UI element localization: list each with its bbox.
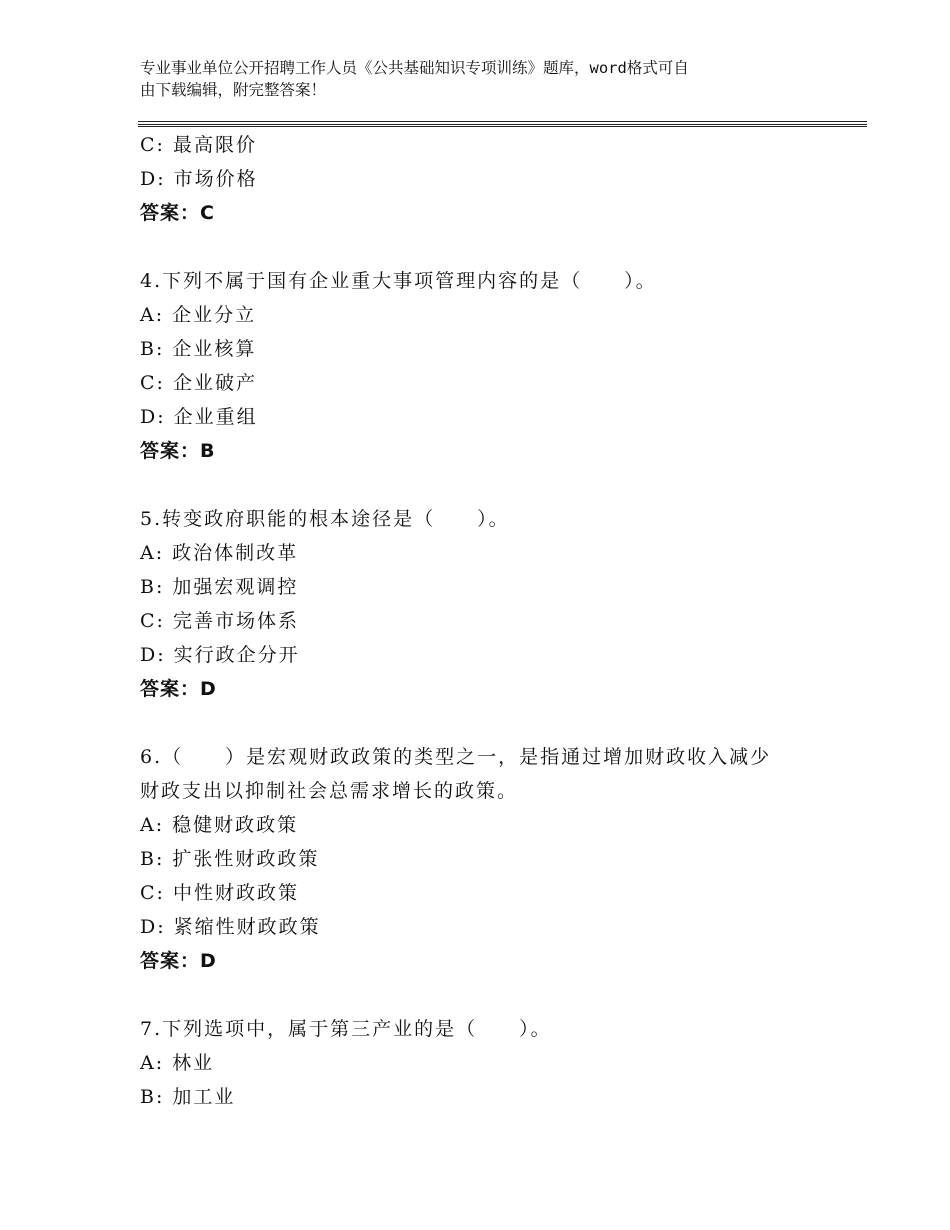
header-divider	[138, 121, 867, 125]
question-4	[140, 264, 840, 468]
question-3-continued	[140, 128, 840, 230]
option-d: D: 企业重组	[140, 406, 258, 428]
option-a: A: 稳健财政政策	[140, 814, 299, 836]
header-line-1: 专业事业单位公开招聘工作人员《公共基础知识专项训练》题库，word格式可自	[140, 59, 689, 77]
option-c: C: 企业破产	[140, 372, 257, 394]
question-list	[140, 128, 840, 1114]
question-stem-line-1: 6.（ ）是宏观财政政策的类型之一，是指通过增加财政收入减少	[140, 746, 772, 768]
option-b: B: 扩张性财政政策	[140, 848, 320, 870]
answer-label: 答案：D	[140, 678, 217, 700]
question-7	[140, 1012, 840, 1114]
option-a: A: 林业	[140, 1052, 215, 1074]
answer-label: 答案：B	[140, 440, 216, 462]
option-a: A: 政治体制改革	[140, 542, 299, 564]
header-divider-thin	[138, 126, 867, 127]
document-header	[140, 57, 810, 101]
option-c: C: 最高限价	[140, 134, 257, 156]
option-d: D: 实行政企分开	[140, 644, 300, 666]
option-d: D: 市场价格	[140, 168, 258, 190]
option-b: B: 企业核算	[140, 338, 257, 360]
answer-label: 答案：D	[140, 950, 217, 972]
option-b: B: 加强宏观调控	[140, 576, 299, 598]
option-a: A: 企业分立	[140, 304, 257, 326]
question-stem-line-2: 财政支出以抑制社会总需求增长的政策。	[140, 780, 519, 802]
header-line-2: 由下载编辑，附完整答案！	[140, 81, 327, 99]
option-c: C: 完善市场体系	[140, 610, 299, 632]
question-5	[140, 502, 840, 706]
question-stem: 7.下列选项中，属于第三产业的是（ ）。	[140, 1018, 552, 1040]
question-6	[140, 740, 840, 978]
option-d: D: 紧缩性财政政策	[140, 916, 321, 938]
question-stem: 5.转变政府职能的根本途径是（ ）。	[140, 508, 510, 530]
question-stem: 4.下列不属于国有企业重大事项管理内容的是（ ）。	[140, 270, 657, 292]
option-b: B: 加工业	[140, 1086, 236, 1108]
option-c: C: 中性财政政策	[140, 882, 299, 904]
answer-label: 答案：C	[140, 202, 215, 224]
